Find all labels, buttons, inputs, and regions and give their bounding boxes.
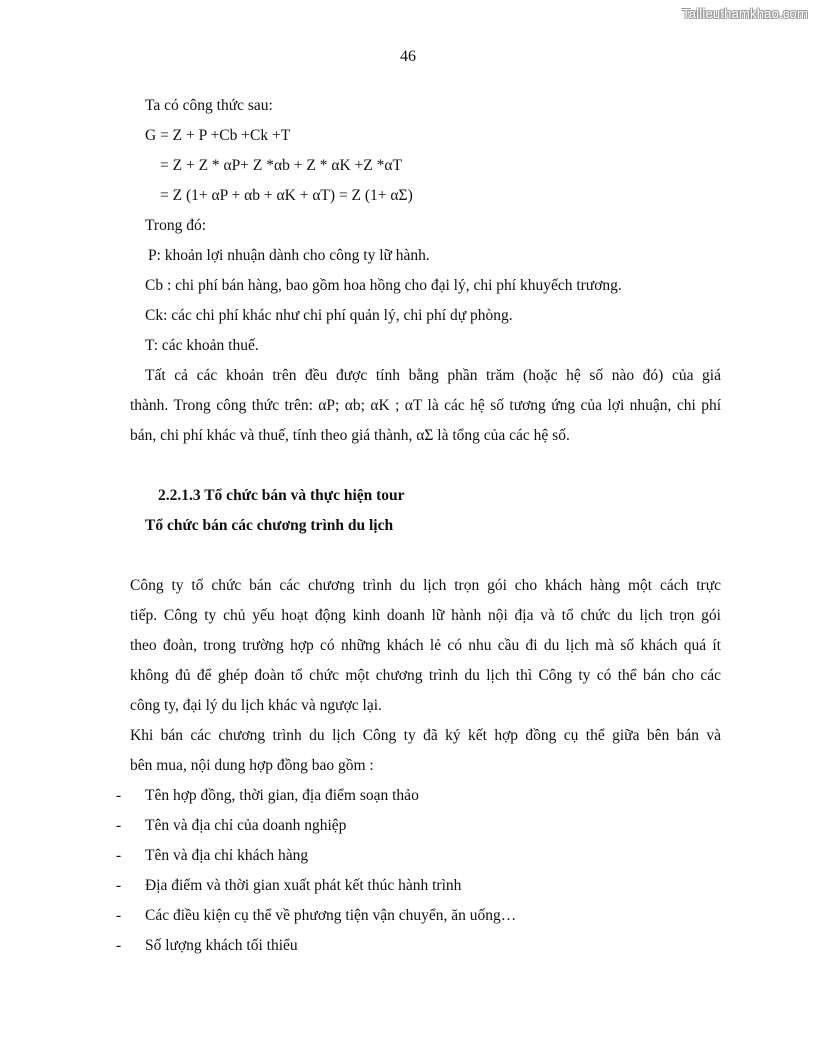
formula-line-3: = Z (1+ αP + αb + αK + αT) = Z (1+ αΣ): [160, 187, 413, 204]
list-bullet: -: [116, 847, 122, 864]
definitions-heading: Trong đó:: [145, 217, 207, 234]
watermark: Tailieuthamkhao.com: [682, 6, 808, 21]
list-bullet: -: [116, 817, 122, 834]
page-number: 46: [400, 48, 416, 65]
paragraph-line: bán, chi phí khác và thuế, tính theo giá thành, αΣ là tổng của các hệ số.: [130, 427, 570, 444]
formula-intro: Ta có công thức sau:: [145, 97, 273, 114]
paragraph-line: Tất cả các khoản trên đều được tính bằng phần trăm (hoặc hệ số nào đó) của giá: [145, 367, 721, 384]
list-item: Tên và địa chỉ của doanh nghiệp: [145, 817, 347, 834]
formula-line-1: G = Z + P +Cb +Ck +T: [145, 127, 291, 144]
list-item: Các điều kiện cụ thể về phương tiện vận chuyển, ăn uống…: [145, 907, 517, 924]
definition-item: Cb : chi phí bán hàng, bao gồm hoa hồng cho đại lý, chi phí khuyếch trương.: [145, 277, 622, 294]
definition-item: Ck: các chi phí khác như chi phí quản lý, chi phí dự phòng.: [145, 307, 513, 324]
paragraph-line: thành. Trong công thức trên: αP; αb; αK ; αT là các hệ số tương ứng của lợi nhuận, chi phí: [130, 397, 721, 414]
formula-line-2: = Z + Z * αP+ Z *αb + Z * αK +Z *αT: [160, 157, 402, 174]
list-item: Tên hợp đồng, thời gian, địa điểm soạn thảo: [145, 787, 419, 804]
paragraph-line: tiếp. Công ty chủ yếu hoạt động kinh doanh lữ hành nội địa và tổ chức du lịch trọn gói: [130, 607, 721, 624]
paragraph-line: công ty, đại lý du lịch khác và ngược lại.: [130, 697, 382, 714]
definition-item: P: khoản lợi nhuận dành cho công ty lữ hành.: [148, 247, 430, 264]
section-heading: 2.2.1.3 Tổ chức bán và thực hiện tour: [158, 487, 405, 504]
section-subheading: Tổ chức bán các chương trình du lịch: [145, 517, 394, 534]
list-bullet: -: [116, 937, 122, 954]
list-item: Số lượng khách tối thiểu: [145, 937, 298, 954]
list-bullet: -: [116, 907, 122, 924]
list-bullet: -: [116, 877, 122, 894]
list-item: Địa điểm và thời gian xuất phát kết thúc hành trình: [145, 877, 462, 894]
list-item: Tên và địa chỉ khách hàng: [145, 847, 309, 864]
paragraph-line: theo đoàn, trong trường hợp có những khách lẻ có nhu cầu đi du lịch mà số khách quá ít: [130, 637, 721, 654]
definition-item: T: các khoản thuế.: [145, 337, 259, 354]
paragraph-line: Công ty tổ chức bán các chương trình du lịch trọn gói cho khách hàng một cách trực: [130, 577, 721, 594]
paragraph-line: không đủ để ghép đoàn tổ chức một chương trình du lịch thì Công ty có thể bán cho các: [130, 667, 721, 684]
paragraph-line: Khi bán các chương trình du lịch Công ty đã ký kết hợp đồng cụ thể giữa bên bán và: [130, 727, 721, 744]
paragraph-line: bên mua, nội dung hợp đồng bao gồm :: [130, 757, 374, 774]
list-bullet: -: [116, 787, 122, 804]
